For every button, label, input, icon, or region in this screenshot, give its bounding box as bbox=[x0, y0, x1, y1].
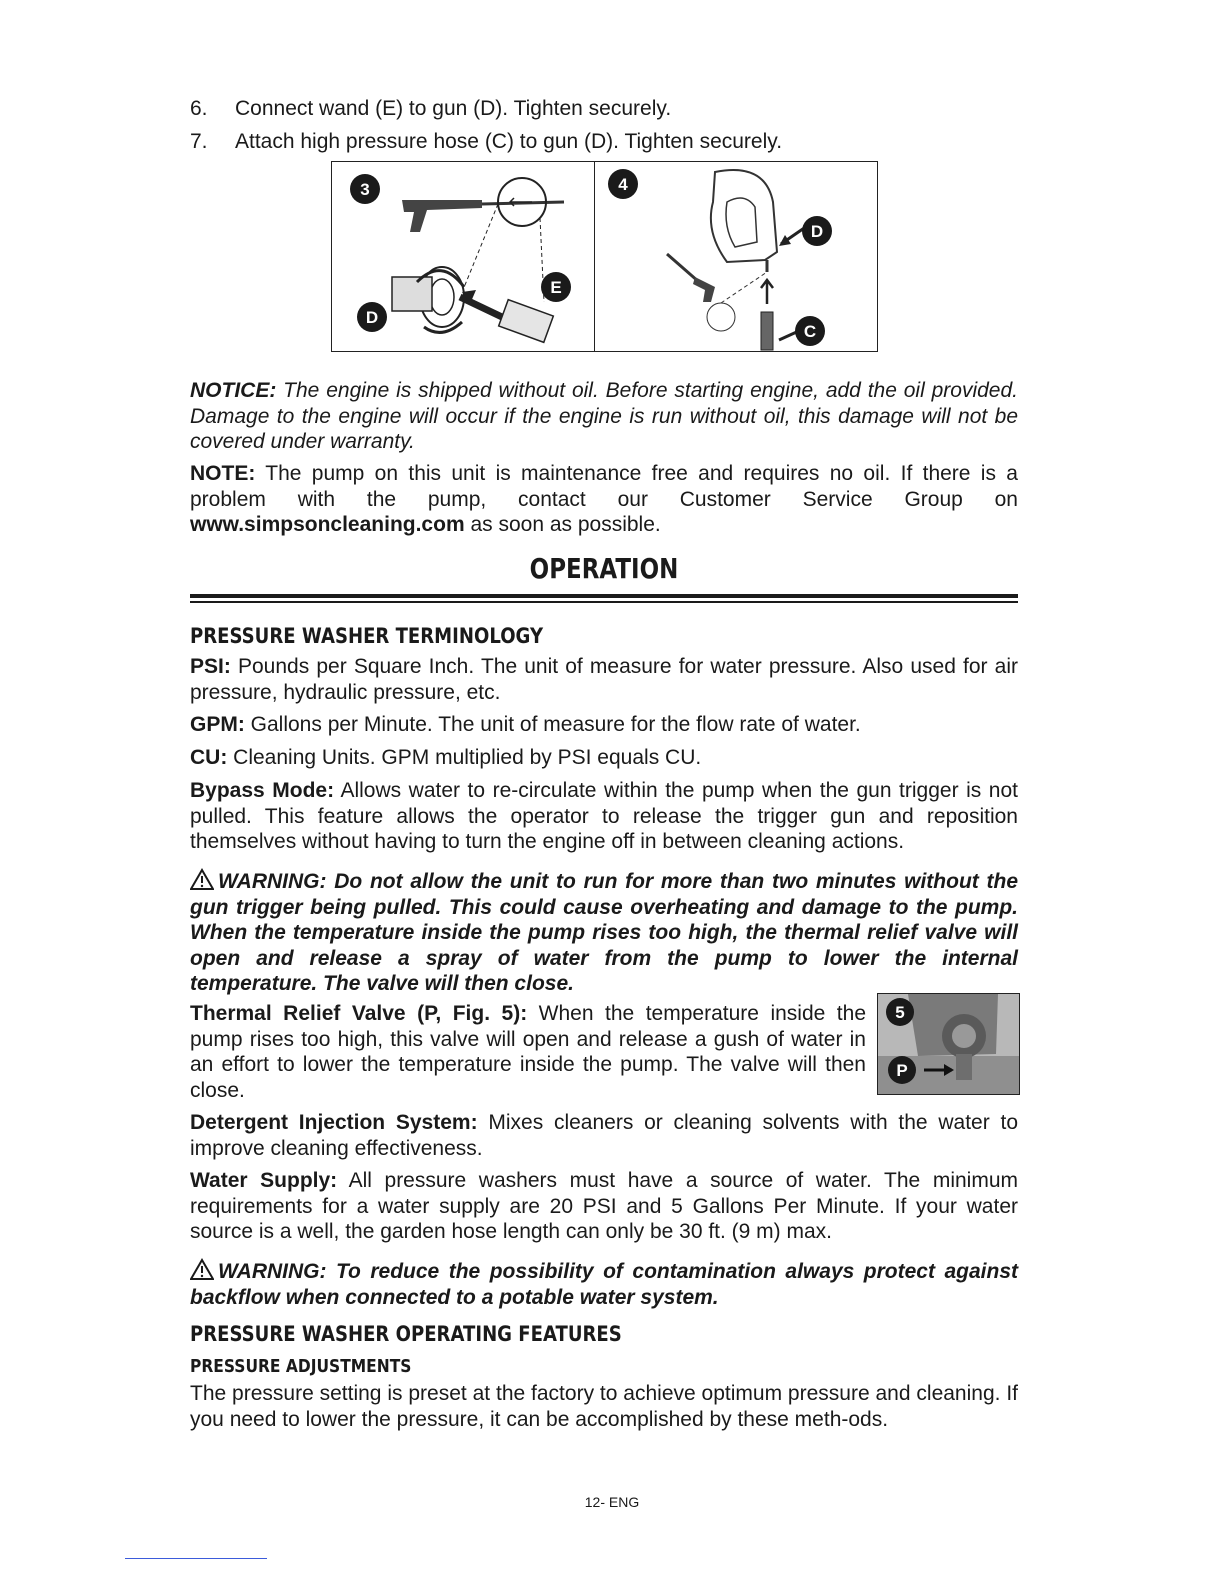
psi-definition bbox=[190, 654, 1018, 705]
psi-text: Pounds per Square Inch. The unit of measure for water pressure. Also used for air pressure, hydraulic pressure, etc. bbox=[190, 655, 1018, 704]
figure-number-badge bbox=[608, 169, 638, 199]
note-text: The pump on this unit is maintenance free and requires no oil. If there is a problem with the pump, contact our Customer Service Group on bbox=[190, 462, 1018, 511]
gpm-term: GPM: bbox=[190, 713, 245, 736]
operation-heading: OPERATION bbox=[529, 552, 679, 585]
section-rule-thin bbox=[190, 601, 1018, 603]
note-tail: as soon as possible. bbox=[464, 513, 661, 536]
svg-text:5: 5 bbox=[895, 1003, 905, 1022]
cu-definition bbox=[190, 745, 1018, 771]
step-7 bbox=[190, 125, 1018, 158]
svg-text:C: C bbox=[803, 322, 817, 341]
warning-overheat-text: WARNING: Do not allow the unit to run for more than two minutes without the gun trigger being pulled. This could cause overheating and damage to the pump. When the temperature inside the pump rises too high, the thermal relief valve will open and release a spray of water from the pump to lower the internal temperature. The valve will then close. bbox=[190, 870, 1018, 995]
svg-text:P: P bbox=[896, 1061, 908, 1080]
psi-term: PSI: bbox=[190, 655, 231, 678]
pump-valve-photo bbox=[878, 994, 1019, 1094]
water-supply-text: All pressure washers must have a source of water. The minimum requirements for a water supply are 20 PSI and 5 Gallons Per Minute. If your water source is a well, the garden hose length can only be 30 ft. (9 m) max. bbox=[190, 1169, 1018, 1243]
gpm-definition bbox=[190, 712, 1018, 738]
step-text: Attach high pressure hose (C) to gun (D). Tighten securely. bbox=[235, 130, 783, 153]
callout-d-badge bbox=[357, 302, 387, 332]
step-6 bbox=[190, 92, 1018, 125]
notice-text: The engine is shipped without oil. Before starting engine, add the oil provided. Damage to the engine will occur if the engine is run without oil, this damage will not be covered under warranty. bbox=[190, 379, 1018, 453]
warning-backflow-text: WARNING: To reduce the possibility of contamination always protect against backflow when connected to a potable water system. bbox=[190, 1260, 1018, 1309]
bypass-definition bbox=[190, 778, 1018, 855]
callout-p-badge bbox=[888, 1056, 916, 1084]
page-edge-mark bbox=[125, 1558, 267, 1559]
note-label: NOTE: bbox=[190, 462, 256, 485]
wand-to-gun-illustration bbox=[332, 162, 594, 351]
warning-triangle-icon bbox=[190, 868, 214, 890]
detergent-definition bbox=[190, 1110, 1018, 1161]
cu-text: Cleaning Units. GPM multiplied by PSI equals CU. bbox=[227, 746, 702, 769]
step-number: 7. bbox=[190, 130, 208, 153]
figure-number-badge bbox=[350, 174, 380, 204]
svg-text:E: E bbox=[550, 278, 562, 297]
figure-4 bbox=[595, 162, 877, 351]
gpm-text: Gallons per Minute. The unit of measure for the flow rate of water. bbox=[244, 713, 861, 736]
warning-triangle-icon bbox=[190, 1258, 214, 1280]
bypass-text: Allows water to re-circulate within the pump when the gun trigger is not pulled. This feature allows the operator to release the trigger gun and reposition themselves without having to turn the engine off in between cleaning actions. bbox=[190, 779, 1019, 853]
notice-paragraph bbox=[190, 378, 1018, 455]
detergent-text: Mixes cleaners or cleaning solvents with the water to improve cleaning effectiveness. bbox=[190, 1111, 1018, 1160]
operating-features-heading: PRESSURE WASHER OPERATING FEATURES bbox=[190, 1322, 622, 1346]
water-supply-definition bbox=[190, 1168, 1018, 1245]
pressure-adjustments-heading: PRESSURE ADJUSTMENTS bbox=[190, 1356, 412, 1377]
svg-text:4: 4 bbox=[618, 175, 628, 194]
step-number: 6. bbox=[190, 97, 208, 120]
figure-number-badge bbox=[886, 998, 914, 1026]
section-rule-thick bbox=[190, 594, 1018, 598]
notice-label: NOTICE: bbox=[190, 379, 277, 402]
figure-5-photo bbox=[877, 993, 1020, 1095]
hose-to-gun-illustration bbox=[595, 162, 876, 351]
svg-text:D: D bbox=[365, 308, 379, 327]
step-text: Connect wand (E) to gun (D). Tighten securely. bbox=[235, 97, 672, 120]
assembly-steps bbox=[190, 92, 1018, 158]
figures-3-4 bbox=[331, 161, 878, 352]
bypass-term: Bypass Mode: bbox=[190, 779, 335, 802]
thermal-valve-definition bbox=[190, 1001, 866, 1103]
note-paragraph bbox=[190, 461, 1018, 538]
svg-text:3: 3 bbox=[360, 180, 370, 199]
svg-text:D: D bbox=[810, 222, 824, 241]
page-footer: 12- ENG bbox=[584, 1494, 640, 1510]
figure-3 bbox=[332, 162, 595, 351]
website-link[interactable]: www.simpsoncleaning.com bbox=[190, 513, 465, 536]
callout-e-badge bbox=[541, 272, 571, 302]
callout-c-badge bbox=[795, 316, 825, 346]
terminology-heading: PRESSURE WASHER TERMINOLOGY bbox=[190, 624, 544, 648]
warning-backflow bbox=[190, 1258, 1018, 1310]
thermal-text: When the temperature inside the pump rises too high, this valve will open and release a gush of water in an effort to lower the temperature inside the pump. The valve will then close. bbox=[190, 1002, 866, 1102]
water-supply-term: Water Supply: bbox=[190, 1169, 338, 1192]
pressure-adjustments-text: The pressure setting is preset at the factory to achieve optimum pressure and cleaning. If you need to lower the pressure, it can be accomplished by these meth-ods. bbox=[190, 1382, 1018, 1431]
thermal-term: Thermal Relief Valve (P, Fig. 5): bbox=[190, 1002, 528, 1025]
callout-d-badge bbox=[802, 216, 832, 246]
cu-term: CU: bbox=[190, 746, 228, 769]
warning-overheat bbox=[190, 868, 1018, 997]
detergent-term: Detergent Injection System: bbox=[190, 1111, 478, 1134]
